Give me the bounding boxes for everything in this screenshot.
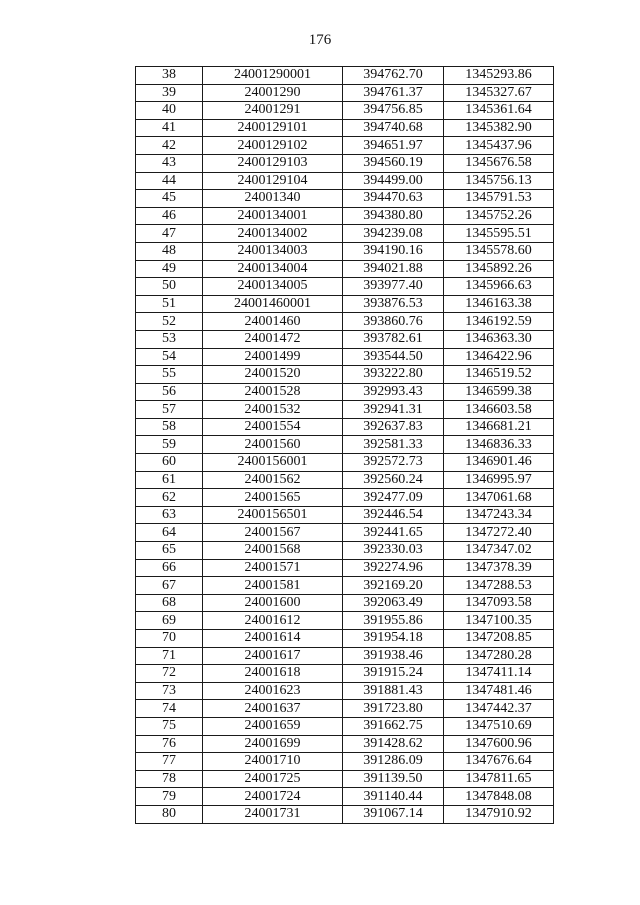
point-id-cell: 24001731 [203,805,343,823]
y-coordinate-cell: 1346519.52 [444,366,554,384]
table-row [136,682,554,700]
table-row [136,137,554,155]
point-id-cell: 24001623 [203,682,343,700]
x-coordinate-cell: 391938.46 [343,647,444,665]
y-coordinate-cell: 1347347.02 [444,542,554,560]
row-number-cell: 63 [136,506,203,524]
table-row [136,524,554,542]
row-number-cell: 60 [136,454,203,472]
y-coordinate-cell: 1346995.97 [444,471,554,489]
table-row [136,717,554,735]
x-coordinate-cell: 391428.62 [343,735,444,753]
point-id-cell: 2400129102 [203,137,343,155]
y-coordinate-cell: 1345892.26 [444,260,554,278]
x-coordinate-cell: 391662.75 [343,717,444,735]
table-row [136,753,554,771]
row-number-cell: 73 [136,682,203,700]
y-coordinate-cell: 1346163.38 [444,295,554,313]
row-number-cell: 52 [136,313,203,331]
y-coordinate-cell: 1347510.69 [444,717,554,735]
x-coordinate-cell: 394021.88 [343,260,444,278]
x-coordinate-cell: 394740.68 [343,119,444,137]
y-coordinate-cell: 1346192.59 [444,313,554,331]
row-number-cell: 41 [136,119,203,137]
y-coordinate-cell: 1346681.21 [444,418,554,436]
row-number-cell: 55 [136,366,203,384]
coordinates-table [135,66,554,824]
x-coordinate-cell: 391955.86 [343,612,444,630]
row-number-cell: 43 [136,154,203,172]
row-number-cell: 44 [136,172,203,190]
point-id-cell: 2400129103 [203,154,343,172]
y-coordinate-cell: 1346603.58 [444,401,554,419]
x-coordinate-cell: 394756.85 [343,102,444,120]
point-id-cell: 24001725 [203,770,343,788]
point-id-cell: 2400129101 [203,119,343,137]
x-coordinate-cell: 394190.16 [343,242,444,260]
coordinates-table-body [136,67,554,824]
y-coordinate-cell: 1347243.34 [444,506,554,524]
y-coordinate-cell: 1345676.58 [444,154,554,172]
x-coordinate-cell: 391915.24 [343,665,444,683]
point-id-cell: 2400156501 [203,506,343,524]
y-coordinate-cell: 1347208.85 [444,630,554,648]
table-row [136,154,554,172]
table-row [136,471,554,489]
table-row [136,84,554,102]
table-row [136,577,554,595]
point-id-cell: 24001637 [203,700,343,718]
y-coordinate-cell: 1345361.64 [444,102,554,120]
point-id-cell: 2400134004 [203,260,343,278]
y-coordinate-cell: 1346599.38 [444,383,554,401]
point-id-cell: 24001460001 [203,295,343,313]
x-coordinate-cell: 391286.09 [343,753,444,771]
row-number-cell: 56 [136,383,203,401]
point-id-cell: 2400134005 [203,278,343,296]
x-coordinate-cell: 392477.09 [343,489,444,507]
row-number-cell: 69 [136,612,203,630]
row-number-cell: 59 [136,436,203,454]
point-id-cell: 24001560 [203,436,343,454]
y-coordinate-cell: 1346901.46 [444,454,554,472]
table-row [136,190,554,208]
table-row [136,348,554,366]
table-row [136,207,554,225]
point-id-cell: 24001612 [203,612,343,630]
x-coordinate-cell: 393876.53 [343,295,444,313]
row-number-cell: 65 [136,542,203,560]
table-row [136,630,554,648]
point-id-cell: 24001617 [203,647,343,665]
x-coordinate-cell: 391723.80 [343,700,444,718]
table-row [136,788,554,806]
point-id-cell: 24001565 [203,489,343,507]
table-row [136,805,554,823]
table-row [136,542,554,560]
row-number-cell: 53 [136,330,203,348]
row-number-cell: 40 [136,102,203,120]
point-id-cell: 2400134002 [203,225,343,243]
x-coordinate-cell: 392941.31 [343,401,444,419]
x-coordinate-cell: 391139.50 [343,770,444,788]
y-coordinate-cell: 1347600.96 [444,735,554,753]
y-coordinate-cell: 1345752.26 [444,207,554,225]
x-coordinate-cell: 394380.80 [343,207,444,225]
row-number-cell: 62 [136,489,203,507]
x-coordinate-cell: 393222.80 [343,366,444,384]
row-number-cell: 51 [136,295,203,313]
y-coordinate-cell: 1347378.39 [444,559,554,577]
table-row [136,313,554,331]
x-coordinate-cell: 391881.43 [343,682,444,700]
x-coordinate-cell: 394560.19 [343,154,444,172]
x-coordinate-cell: 392441.65 [343,524,444,542]
table-row [136,665,554,683]
point-id-cell: 24001568 [203,542,343,560]
point-id-cell: 24001571 [203,559,343,577]
row-number-cell: 42 [136,137,203,155]
point-id-cell: 24001528 [203,383,343,401]
table-row [136,454,554,472]
point-id-cell: 2400156001 [203,454,343,472]
x-coordinate-cell: 392446.54 [343,506,444,524]
table-row [136,242,554,260]
row-number-cell: 64 [136,524,203,542]
table-row [136,559,554,577]
x-coordinate-cell: 392560.24 [343,471,444,489]
row-number-cell: 80 [136,805,203,823]
table-row [136,225,554,243]
y-coordinate-cell: 1346422.96 [444,348,554,366]
row-number-cell: 61 [136,471,203,489]
row-number-cell: 58 [136,418,203,436]
table-row [136,401,554,419]
table-row [136,172,554,190]
row-number-cell: 71 [136,647,203,665]
y-coordinate-cell: 1345791.53 [444,190,554,208]
point-id-cell: 24001532 [203,401,343,419]
x-coordinate-cell: 393860.76 [343,313,444,331]
y-coordinate-cell: 1347811.65 [444,770,554,788]
y-coordinate-cell: 1347481.46 [444,682,554,700]
point-id-cell: 24001710 [203,753,343,771]
x-coordinate-cell: 392572.73 [343,454,444,472]
point-id-cell: 24001472 [203,330,343,348]
x-coordinate-cell: 393782.61 [343,330,444,348]
y-coordinate-cell: 1347280.28 [444,647,554,665]
row-number-cell: 79 [136,788,203,806]
x-coordinate-cell: 391140.44 [343,788,444,806]
x-coordinate-cell: 392063.49 [343,594,444,612]
point-id-cell: 24001340 [203,190,343,208]
table-row [136,383,554,401]
table-row [136,735,554,753]
y-coordinate-cell: 1347061.68 [444,489,554,507]
row-number-cell: 50 [136,278,203,296]
table-row [136,119,554,137]
point-id-cell: 2400134003 [203,242,343,260]
point-id-cell: 24001290001 [203,67,343,85]
point-id-cell: 24001614 [203,630,343,648]
x-coordinate-cell: 392581.33 [343,436,444,454]
y-coordinate-cell: 1347676.64 [444,753,554,771]
row-number-cell: 66 [136,559,203,577]
x-coordinate-cell: 394499.00 [343,172,444,190]
x-coordinate-cell: 391954.18 [343,630,444,648]
row-number-cell: 74 [136,700,203,718]
row-number-cell: 75 [136,717,203,735]
point-id-cell: 24001499 [203,348,343,366]
y-coordinate-cell: 1345756.13 [444,172,554,190]
row-number-cell: 39 [136,84,203,102]
row-number-cell: 38 [136,67,203,85]
row-number-cell: 54 [136,348,203,366]
row-number-cell: 48 [136,242,203,260]
table-row [136,418,554,436]
x-coordinate-cell: 394762.70 [343,67,444,85]
y-coordinate-cell: 1347411.14 [444,665,554,683]
x-coordinate-cell: 392274.96 [343,559,444,577]
point-id-cell: 24001659 [203,717,343,735]
point-id-cell: 24001699 [203,735,343,753]
point-id-cell: 24001290 [203,84,343,102]
y-coordinate-cell: 1345966.63 [444,278,554,296]
row-number-cell: 47 [136,225,203,243]
y-coordinate-cell: 1345293.86 [444,67,554,85]
table-row [136,489,554,507]
y-coordinate-cell: 1345382.90 [444,119,554,137]
table-row [136,102,554,120]
row-number-cell: 57 [136,401,203,419]
row-number-cell: 77 [136,753,203,771]
row-number-cell: 76 [136,735,203,753]
table-row [136,278,554,296]
y-coordinate-cell: 1346836.33 [444,436,554,454]
table-row [136,647,554,665]
table-row [136,67,554,85]
x-coordinate-cell: 394651.97 [343,137,444,155]
row-number-cell: 45 [136,190,203,208]
y-coordinate-cell: 1345578.60 [444,242,554,260]
table-row [136,295,554,313]
y-coordinate-cell: 1345327.67 [444,84,554,102]
point-id-cell: 24001600 [203,594,343,612]
table-row [136,436,554,454]
point-id-cell: 24001562 [203,471,343,489]
table-row [136,366,554,384]
table-row [136,700,554,718]
y-coordinate-cell: 1345595.51 [444,225,554,243]
point-id-cell: 24001724 [203,788,343,806]
page-number: 176 [308,32,332,48]
table-row [136,506,554,524]
x-coordinate-cell: 392169.20 [343,577,444,595]
table-row [136,594,554,612]
point-id-cell: 24001291 [203,102,343,120]
y-coordinate-cell: 1347910.92 [444,805,554,823]
y-coordinate-cell: 1347093.58 [444,594,554,612]
x-coordinate-cell: 394239.08 [343,225,444,243]
point-id-cell: 24001567 [203,524,343,542]
x-coordinate-cell: 393977.40 [343,278,444,296]
point-id-cell: 24001460 [203,313,343,331]
table-row [136,260,554,278]
y-coordinate-cell: 1347100.35 [444,612,554,630]
row-number-cell: 49 [136,260,203,278]
row-number-cell: 72 [136,665,203,683]
row-number-cell: 46 [136,207,203,225]
table-row [136,770,554,788]
x-coordinate-cell: 392330.03 [343,542,444,560]
point-id-cell: 24001554 [203,418,343,436]
y-coordinate-cell: 1345437.96 [444,137,554,155]
y-coordinate-cell: 1347272.40 [444,524,554,542]
x-coordinate-cell: 392637.83 [343,418,444,436]
y-coordinate-cell: 1347442.37 [444,700,554,718]
x-coordinate-cell: 391067.14 [343,805,444,823]
x-coordinate-cell: 393544.50 [343,348,444,366]
point-id-cell: 2400134001 [203,207,343,225]
point-id-cell: 24001581 [203,577,343,595]
x-coordinate-cell: 394761.37 [343,84,444,102]
table-row [136,330,554,348]
table-row [136,612,554,630]
row-number-cell: 67 [136,577,203,595]
y-coordinate-cell: 1347848.08 [444,788,554,806]
x-coordinate-cell: 392993.43 [343,383,444,401]
y-coordinate-cell: 1346363.30 [444,330,554,348]
row-number-cell: 78 [136,770,203,788]
point-id-cell: 2400129104 [203,172,343,190]
y-coordinate-cell: 1347288.53 [444,577,554,595]
row-number-cell: 70 [136,630,203,648]
x-coordinate-cell: 394470.63 [343,190,444,208]
point-id-cell: 24001520 [203,366,343,384]
point-id-cell: 24001618 [203,665,343,683]
row-number-cell: 68 [136,594,203,612]
